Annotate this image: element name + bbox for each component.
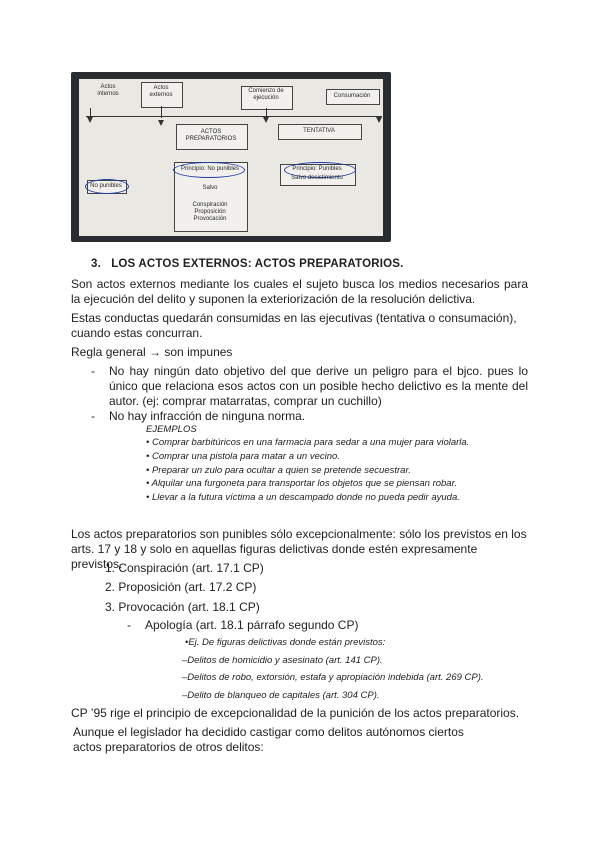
ejemplos-title: EJEMPLOS [146, 424, 197, 435]
diagram-arrow-4 [376, 117, 382, 123]
figuras-title: •Ej. De figuras delictivas donde están previstos: [185, 637, 386, 648]
figuras-item: –Delito de blanqueo de capitales (art. 304 CP). [182, 690, 380, 701]
diagram-arrow-1 [87, 117, 93, 123]
diagram-timeline [86, 116, 382, 117]
diagram-label-salvo-desistimiento: Salvo desistimiento [291, 175, 343, 181]
section-title: LOS ACTOS EXTERNOS: ACTOS PREPARATORIOS. [111, 258, 404, 270]
diagram-label-principio-punibles: Principio: Punibles [292, 166, 342, 172]
paragraph-autonomos: Aunque el legislador ha decidido castigar como delitos autónomos ciertos actos preparatorios de otros delitos: [73, 725, 464, 754]
bullet-dash: - [91, 364, 95, 378]
diagram-label-tentativa: TENTATIVA [303, 128, 335, 134]
diagram-label-principio-no-punibles: Principio: No punibles [180, 166, 240, 172]
ejemplo-item: • Comprar una pistola para matar a un vecino. [146, 451, 340, 462]
bullet-item-1: No hay ningún dato objetivo del que derive un peligro para el bjco. pues lo único que relaciona esos actos con un posible hecho delictivo es la mente del autor. (ej: comprar matarratas, comprar un cuchillo) [109, 364, 528, 408]
diagram-label-consumacion: Consumación [333, 93, 371, 99]
figuras-item: –Delitos de homicidio y asesinato (art. 141 CP). [182, 655, 383, 666]
ejemplo-item: • Llevar a la futura víctima a un descampado donde no pueda pedir ayuda. [146, 492, 460, 503]
diagram-label-salvo: Salvo [202, 185, 218, 191]
ejemplo-item: • Comprar barbitúricos en una farmacia para sedar a una mujer para violarla. [146, 437, 470, 448]
diagram-label-preparatorios: ACTOS PREPARATORIOS [185, 129, 237, 142]
paragraph-excepcional: Los actos preparatorios son punibles sólo excepcionalmente: sólo los previstos en los arts. 17 y 18 y solo en aquellas figuras delictivas donde estén expresamente previstos. [71, 527, 527, 571]
section-heading [91, 258, 404, 270]
diagram-label-actos-internos: Actos internos [97, 84, 119, 97]
paragraph-consumidas: Estas conductas quedarán consumidas en las ejecutivas (tentativa o consumación), cuando estas concurran. [71, 311, 517, 340]
diagram-arrow-2 [158, 120, 164, 126]
ejemplo-item: • Preparar un zulo para ocultar a quien se pretende secuestrar. [146, 465, 411, 476]
paragraph-cp95: CP ’95 rige el principio de excepcionalidad de la punición de los actos preparatorios. [71, 706, 520, 720]
paragraph-definition: Son actos externos mediante los cuales el sujeto busca los medios necesarios para la ejecución del delito y suponen la exteriorización de la resolución delictiva. [71, 277, 528, 306]
apologia-dash: - [127, 618, 131, 632]
bullet-dash: - [91, 409, 95, 423]
section-number: 3. [91, 258, 101, 270]
diagram-label-comienzo: Comienzo de ejecución [248, 88, 284, 101]
diagram-label-actos-externos: Actos externos [149, 85, 173, 98]
diagram-label-excepciones: Conspiración Proposición Provocación [192, 202, 228, 222]
diagram-arrow-3 [263, 117, 269, 123]
numbered-item-provocacion: 3. Provocación (art. 18.1 CP) [105, 600, 260, 614]
numbered-item-proposicion: 2. Proposición (art. 17.2 CP) [105, 580, 257, 594]
ejemplo-item: • Alquilar una furgoneta para transportar los objetos que se piensan robar. [146, 478, 458, 489]
bullet-item-2: No hay infracción de ninguna norma. [109, 409, 306, 423]
apologia-item: Apología (art. 18.1 párrafo segundo CP) [145, 618, 359, 632]
diagram-label-no-punibles: No punibles [90, 183, 122, 189]
paragraph-regla-general: Regla general → son impunes [71, 345, 233, 359]
figuras-item: –Delitos de robo, extorsión, estafa y apropiación indebida (art. 269 CP). [182, 672, 484, 683]
numbered-item-conspiracion: 1. Conspiración (art. 17.1 CP) [105, 561, 264, 575]
diagram-tick-line [161, 106, 162, 118]
